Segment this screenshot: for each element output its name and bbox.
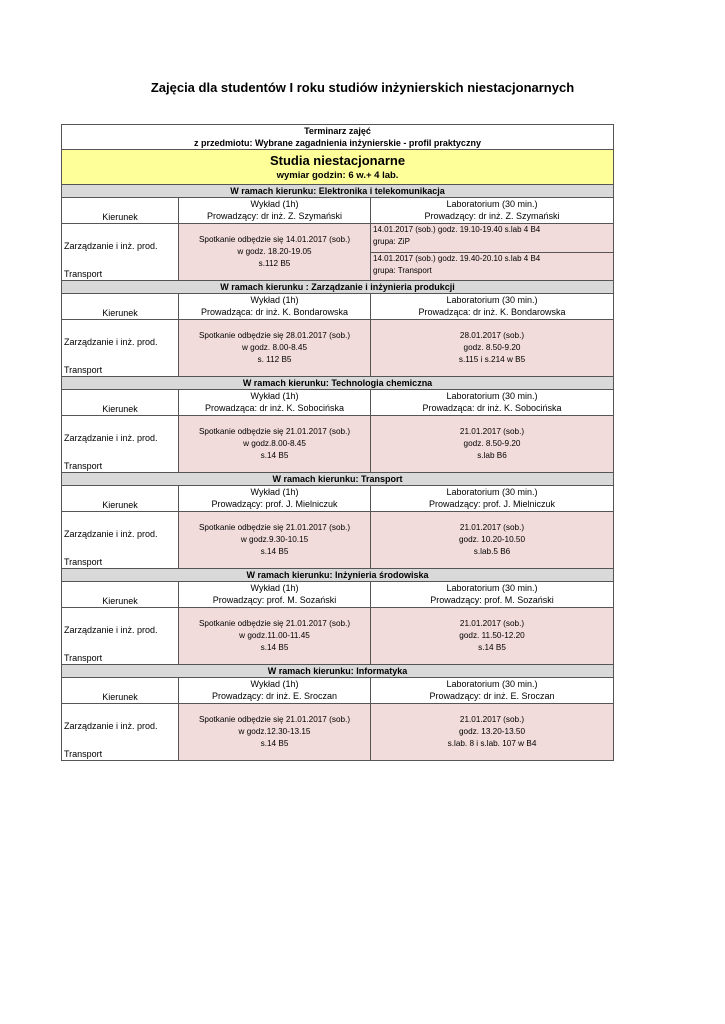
lecture-info [179,704,371,761]
group-label-stack [64,416,176,472]
lab-lead: Prowadzący: prof. M. Sozański [430,595,554,605]
zip-label: Zarządzanie i inż. prod. [64,241,158,251]
lab-type: Laboratorium (30 min.) [446,199,538,209]
lecture-info [179,320,371,377]
kierunek-text: Kierunek [102,308,138,318]
lecture-info-line: Spotkanie odbędzie się 21.01.2017 (sob.) [198,619,351,628]
lab-type: Laboratorium (30 min.) [446,583,538,593]
group-label-stack [64,704,176,760]
lab-type: Laboratorium (30 min.) [446,679,538,689]
detail-row [62,416,614,473]
group-labels [62,416,179,473]
lead-row [62,390,614,416]
lab-info-line: godz. 8.50-9.20 [463,439,521,448]
lab-cell [371,390,614,416]
lecture-info-line: Spotkanie odbędzie się 14.01.2017 (sob.) [198,235,351,244]
lab-lead: Prowadząca: dr inż. K. Sobocińska [422,403,562,413]
detail-row [62,512,614,569]
kierunek-label [62,486,179,512]
lecture-info-line: s.14 B5 [260,451,289,460]
detail-row [62,704,614,761]
lab-info [371,320,614,377]
lecture-info-line: s.14 B5 [260,547,289,556]
lab-cell [371,582,614,608]
zip-label: Zarządzanie i inż. prod. [64,529,158,539]
kierunek-label [62,582,179,608]
lab-info-line: godz. 13.20-13.50 [459,727,526,736]
lab-info [371,704,614,761]
lab-lead: Prowadzący: dr inż. Z. Szymański [424,211,560,221]
lecture-info-line: Spotkanie odbędzie się 21.01.2017 (sob.) [198,523,351,532]
lecture-type: Wykład (1h) [250,199,299,209]
group-labels [62,224,179,281]
lab-group-line: grupa: ZiP [373,237,410,246]
lead-row [62,678,614,704]
lecture-lead: Prowadząca: dr inż. K. Sobocińska [204,403,345,413]
lab-cell [371,294,614,320]
section-title: W ramach kierunku: Inżynieria środowiska [62,569,614,582]
detail-row [62,320,614,377]
lecture-info-line: Spotkanie odbędzie się 21.01.2017 (sob.) [198,427,351,436]
lecture-lead: Prowadzący: prof. J. Mielniczuk [211,499,338,509]
group-labels [62,512,179,569]
kierunek-text: Kierunek [102,404,138,414]
lecture-info-line: w godz.8.00-8.45 [243,439,306,448]
lecture-cell [179,390,371,416]
lab-info [371,608,614,665]
lecture-lead: Prowadzący: prof. M. Sozański [212,595,337,605]
lab-group-zip [371,224,614,253]
section-title: W ramach kierunku : Zarządzanie i inżynieria produkcji [62,281,614,294]
lecture-info [179,416,371,473]
lead-row [62,198,614,224]
transport-label: Transport [64,653,103,663]
kierunek-label [62,390,179,416]
section-header-row [62,473,614,486]
lecture-lead: Prowadzący: dr inż. Z. Szymański [206,211,343,221]
mode-row [62,150,614,185]
lecture-info-line: s.14 B5 [260,643,289,652]
lab-info-line: 21.01.2017 (sob.) [459,715,525,724]
section-title: W ramach kierunku: Technologia chemiczna [62,377,614,390]
section-title: W ramach kierunku: Informatyka [62,665,614,678]
lecture-info [179,512,371,569]
group-labels [62,704,179,761]
lab-info [371,512,614,569]
lecture-type: Wykład (1h) [250,583,299,593]
schedule-table [61,124,614,761]
lecture-info [179,224,371,281]
lab-info-line: s.115 i s.214 w B5 [458,355,526,364]
group-label-stack [64,224,176,280]
lab-info-line: s.14 B5 [478,643,506,652]
group-label-stack [64,608,176,664]
lab-cell [371,198,614,224]
lecture-info-line: w godz. 8.00-8.45 [241,343,308,352]
mode-title: Studia niestacjonarne [269,153,406,168]
lead-row [62,582,614,608]
lead-row [62,486,614,512]
kierunek-text: Kierunek [102,692,138,702]
lecture-cell [179,294,371,320]
lab-cell [371,486,614,512]
lab-info-line: godz. 8.50-9.20 [463,343,521,352]
lab-info-line: s.lab B6 [477,451,507,460]
kierunek-text: Kierunek [102,596,138,606]
kierunek-label [62,294,179,320]
lab-info-line: s.lab.5 B6 [473,547,511,556]
lab-info [371,416,614,473]
section-header-row [62,185,614,198]
zip-label: Zarządzanie i inż. prod. [64,433,158,443]
group-labels [62,608,179,665]
lecture-info-line: w godz.9.30-10.15 [240,535,309,544]
lab-group-transport [371,252,614,281]
lecture-info-line: Spotkanie odbędzie się 21.01.2017 (sob.) [198,715,351,724]
transport-label: Transport [64,365,103,375]
lecture-type: Wykład (1h) [250,487,299,497]
group-label-stack [64,320,176,376]
section-title: W ramach kierunku: Elektronika i telekomunikacja [62,185,614,198]
lecture-info-line: Spotkanie odbędzie się 28.01.2017 (sob.) [198,331,351,340]
kierunek-label [62,678,179,704]
lab-cell [371,678,614,704]
section-title: W ramach kierunku: Transport [62,473,614,486]
lecture-info-line: s.14 B5 [260,739,289,748]
lab-info-line: 21.01.2017 (sob.) [459,619,525,628]
lab-type: Laboratorium (30 min.) [446,487,538,497]
kierunek-text: Kierunek [102,212,138,222]
lab-info-line: godz. 10.20-10.50 [459,535,526,544]
section-header-row [62,281,614,294]
schedule-subject: z przedmiotu: Wybrane zagadnienia inżynierskie - profil praktyczny [194,138,481,148]
lead-row [62,294,614,320]
transport-label: Transport [64,461,103,471]
lecture-info-line: s. 112 B5 [257,355,292,364]
lab-type: Laboratorium (30 min.) [446,295,538,305]
mode-hours: wymiar godzin: 6 w.+ 4 lab. [276,170,399,181]
lecture-info-line: w godz. 18.20-19.05 [237,247,312,256]
detail-row [62,608,614,665]
lecture-type: Wykład (1h) [250,679,299,689]
group-label-stack [64,512,176,568]
lab-info-line: godz. 11.50-12.20 [459,631,525,640]
lecture-info-line: w godz.11.00-11.45 [239,631,310,640]
lab-info-line: 21.01.2017 (sob.) [459,523,525,532]
lecture-info-line: w godz.12.30-13.15 [238,727,311,736]
lab-type: Laboratorium (30 min.) [446,391,538,401]
lab-group-line: 14.01.2017 (sob.) godz. 19.10-19.40 s.lab 4 B4 [373,225,541,234]
lab-group-line: 14.01.2017 (sob.) godz. 19.40-20.10 s.lab 4 B4 [373,253,541,263]
page-title: Zajęcia dla studentów I roku studiów inżynierskich niestacjonarnych [150,80,575,95]
schedule-title: Terminarz zajęć [304,126,371,136]
lecture-cell [179,582,371,608]
group-labels [62,320,179,377]
lecture-cell [179,198,371,224]
section-header-row [62,665,614,678]
lecture-type: Wykład (1h) [250,295,299,305]
lab-group-line: grupa: Transport [373,265,432,275]
zip-label: Zarządzanie i inż. prod. [64,337,158,347]
transport-label: Transport [64,557,103,567]
lecture-type: Wykład (1h) [250,391,299,401]
kierunek-label [62,198,179,224]
lab-lead: Prowadząca: dr inż. K. Bondarowska [418,307,566,317]
zip-label: Zarządzanie i inż. prod. [64,625,158,635]
kierunek-text: Kierunek [102,500,138,510]
lecture-info [179,608,371,665]
lecture-lead: Prowadząca: dr inż. K. Bondarowska [200,307,349,317]
transport-label: Transport [64,749,103,759]
zip-label: Zarządzanie i inż. prod. [64,721,158,731]
lab-info-line: 21.01.2017 (sob.) [459,427,525,436]
mode-cell [62,150,614,185]
section-header-row [62,569,614,582]
lecture-cell [179,678,371,704]
transport-label: Transport [64,269,103,279]
detail-row [62,224,614,253]
lecture-lead: Prowadzący: dr inż. E. Sroczan [211,691,338,701]
lecture-info-line: s.112 B5 [258,259,291,268]
lecture-cell [179,486,371,512]
lab-lead: Prowadzący: dr inż. E. Sroczan [429,691,555,701]
lab-info-line: s.lab. 8 i s.lab. 107 w B4 [447,739,537,748]
lab-info-line: 28.01.2017 (sob.) [459,331,525,340]
section-header-row [62,377,614,390]
schedule-header [62,125,614,150]
lab-lead: Prowadzący: prof. J. Mielniczuk [428,499,556,509]
schedule-header-row [62,125,614,150]
